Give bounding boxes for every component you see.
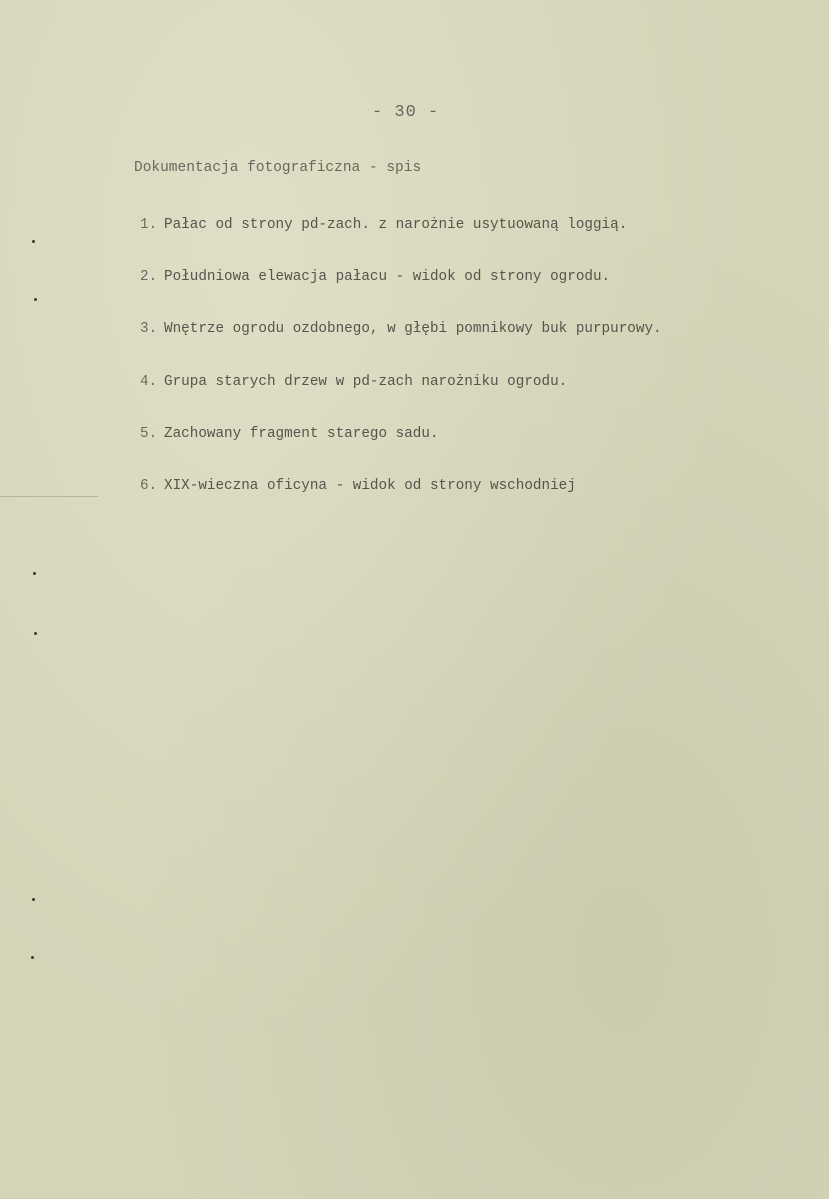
margin-mark [34,632,37,635]
list-item-text: XIX-wieczna oficyna - widok od strony wschodniej [164,477,576,494]
list-item-text: Pałac od strony pd-zach. z narożnie usytuowaną loggią. [164,217,628,233]
list-item [140,369,662,395]
list-item-number: 4. [140,373,158,390]
list-item-text: Grupa starych drzew w pd-zach narożniku ogrodu. [164,373,568,390]
list-item-number: 3. [140,321,158,338]
list-item-text: Wnętrze ogrodu ozdobnego, w głębi pomnikowy buk purpurowy. [164,321,662,338]
list-item [140,421,662,447]
margin-mark [33,572,36,575]
list-item [140,212,662,238]
list-item [140,316,662,342]
page-number: - 30 - [372,103,440,122]
margin-mark [32,240,35,243]
list-item-text: Zachowany fragment starego sadu. [164,425,439,442]
document-heading: Dokumentacja fotograficzna - spis [134,160,422,176]
list-item [140,264,662,290]
margin-mark [34,298,37,301]
list-item-number: 5. [140,425,158,442]
list-item [140,473,662,499]
margin-mark [32,898,35,901]
fold-line [0,496,98,497]
list-item-number: 6. [140,477,158,494]
list-item-number: 2. [140,269,158,286]
margin-mark [31,956,34,959]
photo-list [140,212,662,525]
list-item-text: Południowa elewacja pałacu - widok od strony ogrodu. [164,269,611,286]
list-item-number: 1. [140,217,158,233]
